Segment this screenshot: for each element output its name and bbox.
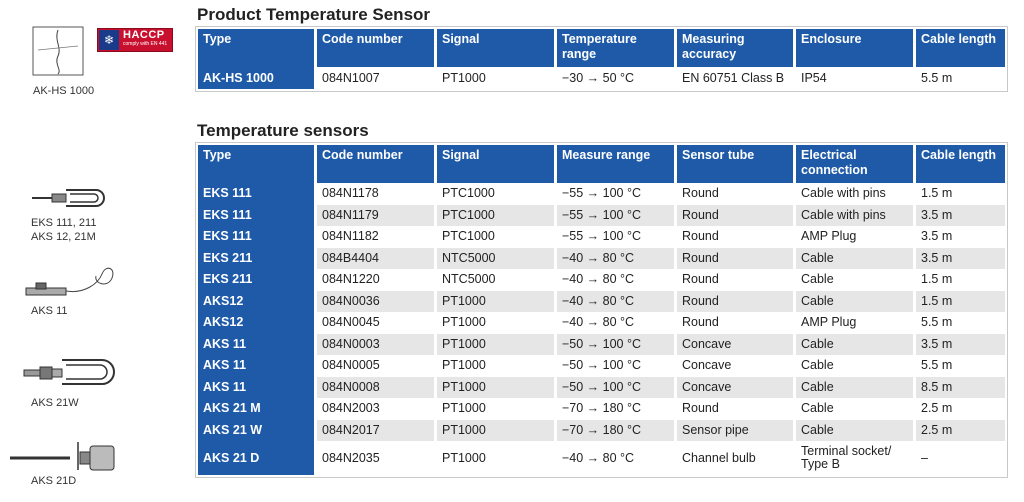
cell-type: AKS12 [198, 312, 317, 334]
cell-connection: Cable [796, 355, 916, 377]
cell-signal: PT1000 [437, 67, 557, 89]
table-row [198, 420, 1005, 442]
product-sensor-table [196, 27, 1007, 91]
cell-sensor-tube: Concave [677, 334, 796, 356]
cell-signal: PT1000 [437, 312, 557, 334]
cell-type: AKS 21 M [198, 398, 317, 420]
cell-connection: AMP Plug [796, 312, 916, 334]
table-row [198, 334, 1005, 356]
table-row [198, 355, 1005, 377]
cell-sensor-tube: Round [677, 291, 796, 313]
cell-range: −50 → 100 °C [557, 355, 677, 377]
cell-range: −40 → 80 °C [557, 248, 677, 270]
aks-21w-image [22, 356, 118, 388]
aks-21d-caption: AKS 21D [31, 475, 77, 487]
cell-range: −30 → 50 °C [557, 67, 677, 89]
col-measuring-accuracy: Measuring accuracy [677, 29, 796, 67]
col-measure-range: Measure range [557, 145, 677, 183]
cell-signal: PT1000 [437, 377, 557, 399]
cell-range: −40 → 80 °C [557, 441, 677, 475]
cell-cable-length: 3.5 m [916, 248, 1005, 270]
cell-cable-length: 8.5 m [916, 377, 1005, 399]
cell-range: −50 → 100 °C [557, 377, 677, 399]
temperature-sensors-title: Temperature sensors [197, 121, 369, 140]
col-code-number: Code number [317, 145, 437, 183]
cell-cable-length: 5.5 m [916, 312, 1005, 334]
cell-signal: PT1000 [437, 441, 557, 475]
table-row [198, 441, 1005, 475]
cell-signal: PT1000 [437, 398, 557, 420]
cell-sensor-tube: Channel bulb [677, 441, 796, 475]
product-sensor-title: Product Temperature Sensor [197, 5, 431, 24]
table-row [198, 205, 1005, 227]
col-cable-length: Cable length [916, 29, 1005, 67]
cell-sensor-tube: Sensor pipe [677, 420, 796, 442]
cell-connection: AMP Plug [796, 226, 916, 248]
col-signal: Signal [437, 145, 557, 183]
table-header-row [198, 145, 1005, 183]
cell-signal: PT1000 [437, 334, 557, 356]
cell-code: 084N1220 [317, 269, 437, 291]
cell-type: AKS 11 [198, 355, 317, 377]
col-code-number: Code number [317, 29, 437, 67]
cell-code: 084N0036 [317, 291, 437, 313]
cell-code: 084N2017 [317, 420, 437, 442]
cell-sensor-tube: Round [677, 226, 796, 248]
table-row [198, 183, 1005, 205]
cell-signal: PTC1000 [437, 205, 557, 227]
cell-range: −70 → 180 °C [557, 398, 677, 420]
col-type: Type [198, 29, 317, 67]
cell-sensor-tube: Concave [677, 377, 796, 399]
eks-sensor-image [30, 184, 108, 210]
ak-hs-1000-image [32, 26, 84, 76]
cell-signal: PTC1000 [437, 183, 557, 205]
cell-accuracy: EN 60751 Class B [677, 67, 796, 89]
cell-signal: PT1000 [437, 355, 557, 377]
cell-range: −55 → 100 °C [557, 183, 677, 205]
table-row [198, 398, 1005, 420]
cell-type: EKS 111 [198, 226, 317, 248]
cell-code: 084N2003 [317, 398, 437, 420]
cell-cable-length: 3.5 m [916, 226, 1005, 248]
table-row [198, 312, 1005, 334]
cell-cable-length: – [916, 441, 1005, 475]
col-cable-length: Cable length [916, 145, 1005, 183]
table-row [198, 269, 1005, 291]
aks-21w-caption: AKS 21W [31, 397, 79, 409]
table-row [198, 377, 1005, 399]
cell-cable-length: 5.5 m [916, 67, 1005, 89]
col-electrical-connection: Electrical connection [796, 145, 916, 183]
cell-type: AKS 21 W [198, 420, 317, 442]
cell-sensor-tube: Round [677, 248, 796, 270]
eks-caption-2: AKS 12, 21M [31, 231, 96, 243]
cell-cable-length: 5.5 m [916, 355, 1005, 377]
haccp-subtitle: comply with EN 441 [123, 41, 168, 47]
cell-type: AKS 21 D [198, 441, 317, 475]
cell-code: 084N1178 [317, 183, 437, 205]
table-row [198, 226, 1005, 248]
cell-cable-length: 3.5 m [916, 205, 1005, 227]
cell-cable-length: 2.5 m [916, 398, 1005, 420]
cell-type: EKS 111 [198, 205, 317, 227]
cell-signal: NTC5000 [437, 248, 557, 270]
cell-type: EKS 211 [198, 269, 317, 291]
cell-range: −70 → 180 °C [557, 420, 677, 442]
cell-range: −40 → 80 °C [557, 312, 677, 334]
cell-sensor-tube: Round [677, 183, 796, 205]
cell-connection: Cable [796, 291, 916, 313]
cell-enclosure: IP54 [796, 67, 916, 89]
cell-type: EKS 111 [198, 183, 317, 205]
cell-cable-length: 2.5 m [916, 420, 1005, 442]
cell-code: 084B4404 [317, 248, 437, 270]
cell-cable-length: 1.5 m [916, 269, 1005, 291]
cell-cable-length: 1.5 m [916, 183, 1005, 205]
cell-signal: PT1000 [437, 420, 557, 442]
cell-sensor-tube: Concave [677, 355, 796, 377]
cell-type: AKS 11 [198, 334, 317, 356]
temperature-sensors-table [196, 143, 1007, 477]
col-signal: Signal [437, 29, 557, 67]
cell-connection: Cable [796, 334, 916, 356]
aks-11-caption: AKS 11 [31, 305, 68, 317]
cell-sensor-tube: Round [677, 205, 796, 227]
cell-cable-length: 1.5 m [916, 291, 1005, 313]
cell-range: −55 → 100 °C [557, 205, 677, 227]
table-header-row [198, 29, 1005, 67]
cell-connection: Cable [796, 269, 916, 291]
cell-connection: Cable with pins [796, 205, 916, 227]
col-temperature-range: Temperature range [557, 29, 677, 67]
cell-code: 084N0045 [317, 312, 437, 334]
col-enclosure: Enclosure [796, 29, 916, 67]
cell-connection: Cable [796, 377, 916, 399]
cell-connection: Cable [796, 398, 916, 420]
cell-range: −50 → 100 °C [557, 334, 677, 356]
cell-code: 084N0005 [317, 355, 437, 377]
cell-cable-length: 3.5 m [916, 334, 1005, 356]
cell-type: AKS 11 [198, 377, 317, 399]
cell-signal: NTC5000 [437, 269, 557, 291]
table-row [198, 67, 1005, 89]
eks-caption-1: EKS 111, 211 [31, 217, 97, 229]
cell-connection: Terminal socket/ Type B [796, 441, 916, 475]
cell-type: AK-HS 1000 [198, 67, 317, 89]
table-row [198, 248, 1005, 270]
cell-signal: PTC1000 [437, 226, 557, 248]
cell-sensor-tube: Round [677, 269, 796, 291]
cell-sensor-tube: Round [677, 398, 796, 420]
product-illustrations [0, 0, 190, 502]
cell-type: AKS12 [198, 291, 317, 313]
cell-code: 084N0003 [317, 334, 437, 356]
table-row [198, 291, 1005, 313]
cell-code: 084N0008 [317, 377, 437, 399]
cell-range: −40 → 80 °C [557, 269, 677, 291]
snowflake-icon: ❄ [99, 30, 119, 50]
cell-range: −55 → 100 °C [557, 226, 677, 248]
cell-code: 084N1182 [317, 226, 437, 248]
haccp-title: HACCP [123, 29, 165, 41]
cell-signal: PT1000 [437, 291, 557, 313]
ak-hs-1000-caption: AK-HS 1000 [33, 85, 95, 97]
cell-range: −40 → 80 °C [557, 291, 677, 313]
col-sensor-tube: Sensor tube [677, 145, 796, 183]
haccp-logo [97, 28, 173, 52]
cell-code: 084N2035 [317, 441, 437, 475]
cell-connection: Cable with pins [796, 183, 916, 205]
cell-sensor-tube: Round [677, 312, 796, 334]
cell-type: EKS 211 [198, 248, 317, 270]
aks-21d-image [8, 436, 118, 474]
col-type: Type [198, 145, 317, 183]
cell-code: 084N1007 [317, 67, 437, 89]
aks-11-image [24, 264, 120, 302]
cell-connection: Cable [796, 248, 916, 270]
cell-connection: Cable [796, 420, 916, 442]
cell-code: 084N1179 [317, 205, 437, 227]
